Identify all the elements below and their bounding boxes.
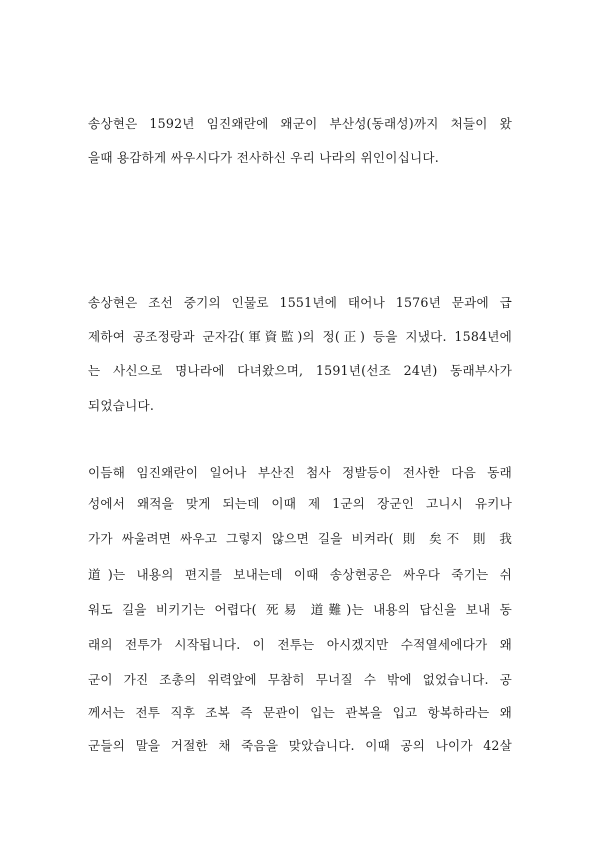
text-line: 되었습니다. (88, 398, 155, 413)
text-line: 이듬해 임진왜란이 일어나 부산진 첨사 정발등이 전사한 다음 동래 (88, 465, 512, 480)
text-line: 군이 가진 조총의 위력앞에 무참히 무너질 수 밖에 없었습니다. 공 (88, 672, 512, 687)
text-line: 송상현은 조선 중기의 인물로 1551년에 태어나 1576년 문과에 급 (88, 295, 512, 310)
text-line: 가가 싸울려면 싸우고 그렇지 않으면 길을 비켜라( 則 矣不 則 我 (88, 531, 512, 546)
text-line: 워도 길을 비키기는 어렵다( 死易 道難)는 내용의 답신을 보내 동 (88, 602, 512, 617)
text-line: 을때 용감하게 싸우시다가 전사하신 우리 나라의 위인이십니다. (88, 150, 439, 165)
text-line: 래의 전투가 시작됩니다. 이 전투는 아시겠지만 수적열세에다가 왜 (88, 637, 512, 652)
text-line: 道)는 내용의 편지를 보내는데 이때 송상현공은 싸우다 죽기는 쉬 (88, 567, 512, 582)
text-line: 성에서 왜적을 맞게 되는데 이때 제 1군의 장군인 고니시 유키나 (88, 496, 512, 511)
text-line: 께서는 전투 직후 조복 즉 문관이 입는 관복을 입고 항복하라는 왜 (88, 705, 512, 720)
text-line: 제하여 공조정랑과 군자감(軍資監)의 정(正) 등을 지냈다. 1584년에 (88, 329, 512, 344)
text-line: 군들의 말을 거절한 채 죽음을 맞았습니다. 이때 공의 나이가 42살 (88, 738, 512, 753)
text-line: 송상현은 1592년 임진왜란에 왜군이 부산성(동래성)까지 처들이 왔 (88, 116, 512, 131)
text-line: 는 사신으로 명나라에 다녀왔으며, 1591년(선조 24년) 동래부사가 (88, 363, 512, 378)
